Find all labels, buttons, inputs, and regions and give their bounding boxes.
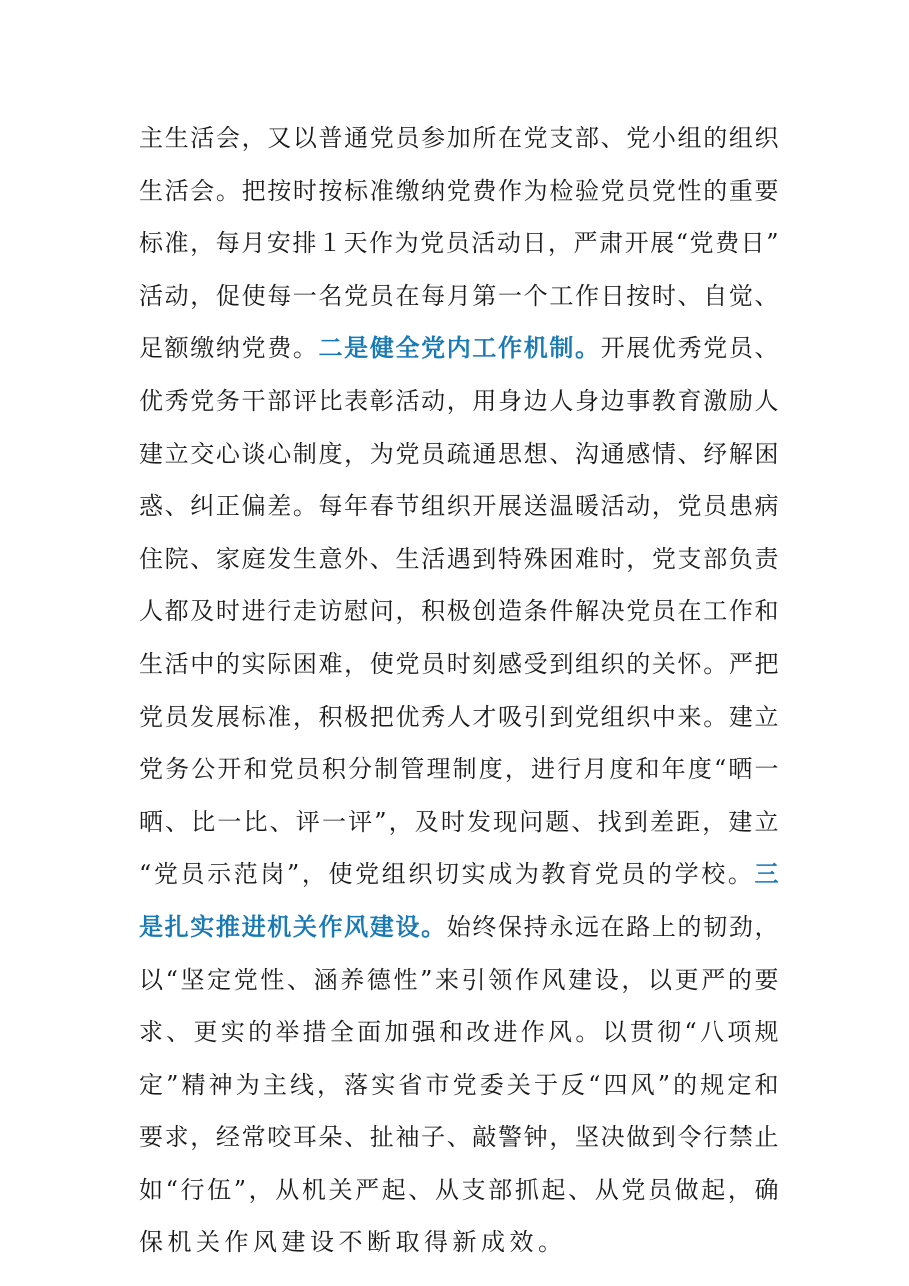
text-line (139, 375, 779, 428)
line-text: 求、更实的举措全面加强和改进作风。以贯彻“八项规 (139, 1018, 779, 1047)
text-line (139, 691, 779, 744)
line-text: 优秀党务干部评比表彰活动，用身边人身边事教育激励人 (139, 386, 779, 415)
text-line (139, 533, 779, 586)
text-line (139, 848, 779, 901)
text-line (139, 743, 779, 796)
line-text: 建立交心谈心制度，为党员疏通思想、沟通感情、纾解困 (139, 439, 779, 468)
highlight-heading-2: 二是健全党内工作机制。 (318, 333, 601, 363)
text-line (139, 322, 779, 375)
text-line (139, 428, 779, 481)
line-text: 生活中的实际困难，使党员时刻感受到组织的关怀。严把 (139, 649, 779, 678)
text-line (139, 270, 779, 323)
line-text: 主生活会，又以普通党员参加所在党支部、党小组的组织 (139, 124, 779, 152)
text-line (139, 165, 779, 218)
text-line (139, 1059, 779, 1112)
text-line (139, 480, 779, 533)
text-line (139, 1164, 779, 1217)
line-text: 始终保持永远在路上的韧劲， (446, 912, 779, 941)
line-text: 党务公开和党员积分制管理制度，进行月度和年度“晒一 (139, 755, 779, 784)
line-text: 活动，促使每一名党员在每月第一个工作日按时、自觉、 (139, 281, 779, 310)
line-text: 定”精神为主线，落实省市党委关于反“四风”的规定和 (139, 1070, 779, 1099)
line-text: 保机关作风建设不断取得新成效。 (139, 1228, 567, 1257)
line-text: 要求，经常咬耳朵、扯袖子、敲警钟，坚决做到令行禁止 (139, 1123, 779, 1152)
text-line (139, 796, 779, 849)
text-line (139, 112, 779, 165)
line-text: 以“坚定党性、涵养德性”来引领作风建设，以更严的要 (139, 965, 779, 994)
highlight-heading-3-start: 三 (754, 859, 779, 889)
line-text: 开展优秀党员、 (600, 334, 780, 363)
text-line (139, 1111, 779, 1164)
text-line-last (139, 1216, 779, 1269)
line-text: 晒、比一比、评一评”，及时发现问题、找到差距，建立 (139, 807, 779, 836)
line-text: “党员示范岗”，使党组织切实成为教育党员的学校。 (139, 860, 755, 889)
text-line (139, 217, 779, 270)
highlight-heading-3-end: 是扎实推进机关作风建设。 (139, 911, 447, 941)
line-text: 生活会。把按时按标准缴纳党费作为检验党员党性的重要 (139, 176, 779, 205)
text-line (139, 638, 779, 691)
text-line (139, 901, 779, 954)
line-text: 如“行伍”，从机关严起、从支部抓起、从党员做起，确 (139, 1175, 779, 1204)
text-line (139, 585, 779, 638)
text-line (139, 954, 779, 1007)
line-text: 足额缴纳党费。 (139, 334, 319, 363)
line-text: 标准，每月安排１天作为党员活动日，严肃开展“党费日” (139, 229, 779, 258)
line-text: 党员发展标准，积极把优秀人才吸引到党组织中来。建立 (139, 702, 779, 731)
body-paragraph (139, 112, 779, 1269)
text-line (139, 1006, 779, 1059)
line-text: 惑、纠正偏差。每年春节组织开展送温暖活动，党员患病 (139, 492, 779, 521)
line-text: 人都及时进行走访慰问，积极创造条件解决党员在工作和 (139, 597, 779, 626)
line-text: 住院、家庭发生意外、生活遇到特殊困难时，党支部负责 (139, 544, 779, 573)
